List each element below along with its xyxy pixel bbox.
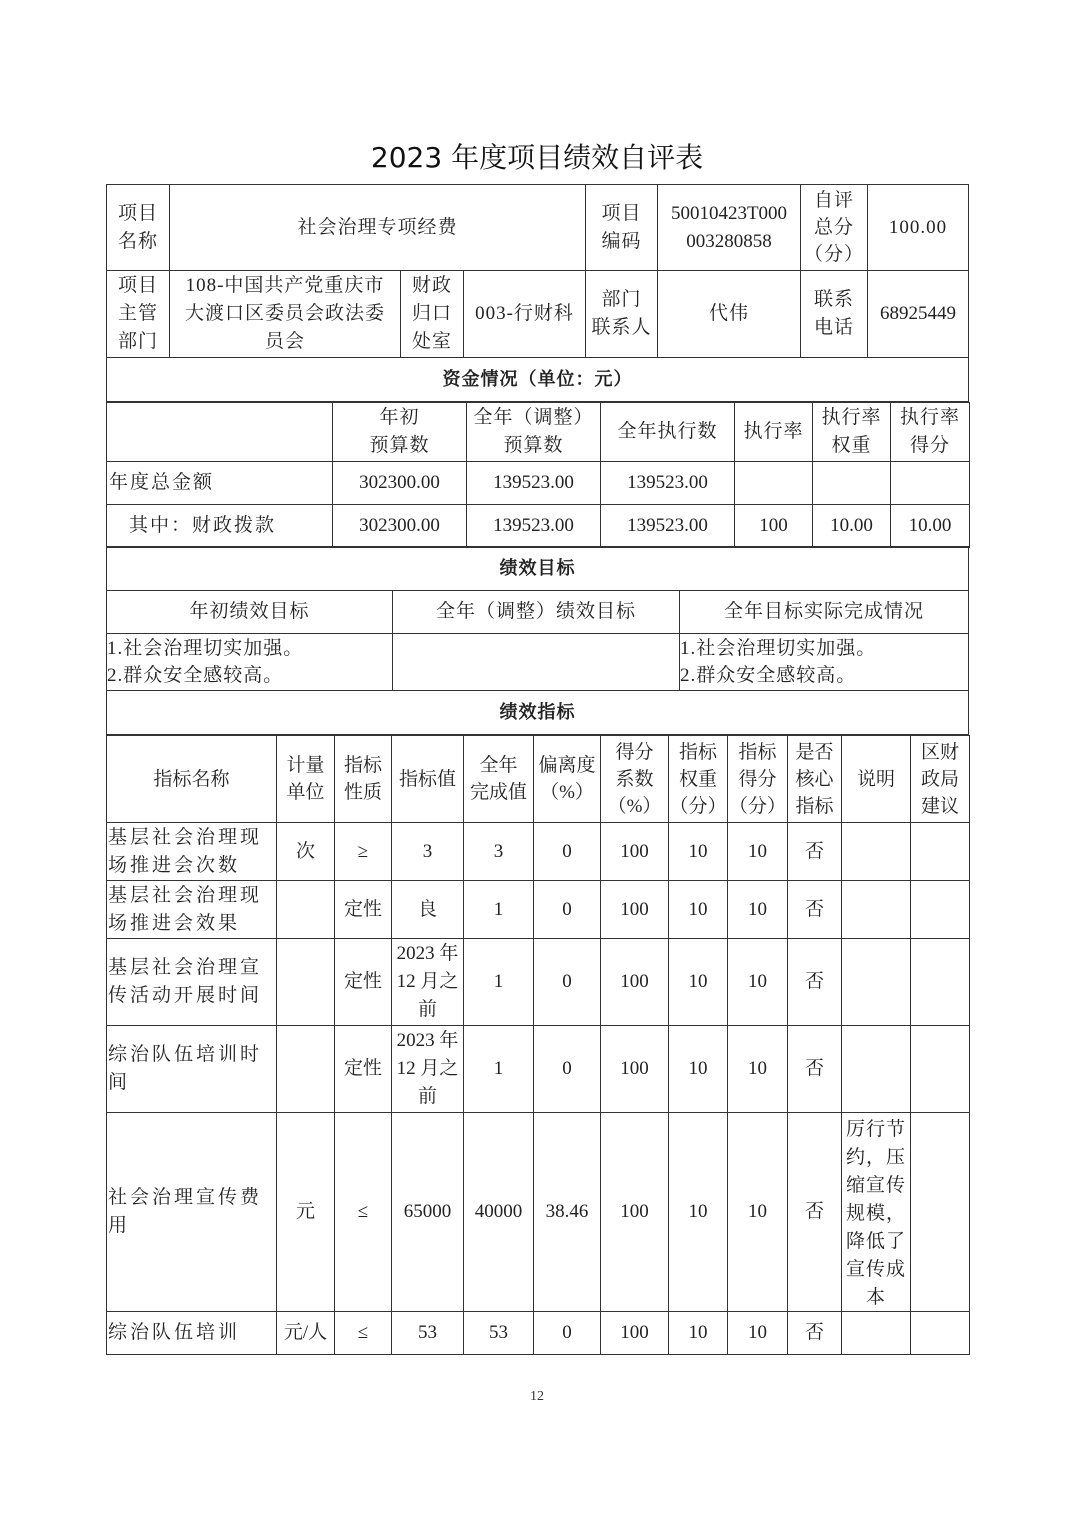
indicator-unit: 元 bbox=[276, 1112, 335, 1312]
indicator-header: 全年 完成值 bbox=[463, 735, 534, 823]
indicator-suggestion bbox=[910, 1025, 970, 1113]
goals-section-title: 绩效目标 bbox=[106, 546, 969, 591]
funding-row-label: 年度总金额 bbox=[106, 461, 333, 505]
indicator-header: 计量 单位 bbox=[276, 735, 335, 823]
indicator-actual: 1 bbox=[463, 880, 534, 939]
indicator-target: 良 bbox=[391, 880, 464, 939]
funding-header: 全年（调整） 预算数 bbox=[466, 402, 601, 462]
indicator-score: 10 bbox=[727, 1025, 788, 1113]
indicator-score: 10 bbox=[727, 880, 788, 939]
indicator-type: ≤ bbox=[334, 1112, 392, 1312]
indicator-type: 定性 bbox=[334, 1025, 392, 1113]
indicator-note bbox=[841, 1311, 911, 1355]
indicator-suggestion bbox=[910, 938, 970, 1026]
indicator-weight: 10 bbox=[668, 1112, 728, 1312]
indicator-actual: 1 bbox=[463, 938, 534, 1026]
indicator-suggestion bbox=[910, 1112, 970, 1312]
indicator-actual: 1 bbox=[463, 1025, 534, 1113]
indicator-note: 厉行节约，压缩宣传规模，降低了宣传成本 bbox=[841, 1112, 911, 1312]
goals-actual: 1.社会治理切实加强。 2.群众安全感较高。 bbox=[679, 633, 969, 691]
indicator-type: 定性 bbox=[334, 880, 392, 939]
indicator-deviation: 0 bbox=[533, 938, 601, 1026]
indicator-weight: 10 bbox=[668, 880, 728, 939]
indicator-weight: 10 bbox=[668, 822, 728, 881]
funding-header bbox=[106, 402, 333, 462]
indicator-name: 基层社会治理现场推进会次数 bbox=[106, 822, 277, 881]
indicator-unit: 元/人 bbox=[276, 1311, 335, 1355]
project-name-label: 项目 名称 bbox=[106, 184, 170, 271]
indicator-core: 否 bbox=[787, 938, 842, 1026]
phone-label: 联系 电话 bbox=[800, 270, 868, 358]
funding-cell: 10.00 bbox=[812, 504, 891, 548]
indicator-header: 是否 核心 指标 bbox=[787, 735, 842, 823]
indicator-deviation: 0 bbox=[533, 822, 601, 881]
project-code: 50010423T000 003280858 bbox=[657, 184, 801, 271]
funding-cell: 100 bbox=[734, 504, 813, 548]
indicator-core: 否 bbox=[787, 1112, 842, 1312]
indicator-name: 基层社会治理宣传活动开展时间 bbox=[106, 938, 277, 1026]
indicator-core: 否 bbox=[787, 880, 842, 939]
phone: 68925449 bbox=[867, 270, 969, 358]
funding-cell: 302300.00 bbox=[332, 461, 467, 505]
indicator-target: 2023 年 12 月之 前 bbox=[391, 1025, 464, 1113]
indicator-unit bbox=[276, 938, 335, 1026]
indicator-target: 2023 年 12 月之 前 bbox=[391, 938, 464, 1026]
funding-cell bbox=[890, 461, 970, 505]
indicator-header: 指标值 bbox=[391, 735, 464, 823]
indicator-deviation: 0 bbox=[533, 1311, 601, 1355]
indicator-name: 综治队伍培训时间 bbox=[106, 1025, 277, 1113]
indicator-weight: 10 bbox=[668, 938, 728, 1026]
indicator-core: 否 bbox=[787, 1025, 842, 1113]
project-name: 社会治理专项经费 bbox=[169, 184, 586, 271]
indicator-note bbox=[841, 938, 911, 1026]
goals-initial: 1.社会治理切实加强。 2.群众安全感较高。 bbox=[106, 633, 393, 691]
funding-cell: 139523.00 bbox=[466, 461, 601, 505]
indicator-actual: 53 bbox=[463, 1311, 534, 1355]
indicator-target: 65000 bbox=[391, 1112, 464, 1312]
indicator-unit: 次 bbox=[276, 822, 335, 881]
dept-label: 项目 主管 部门 bbox=[106, 270, 170, 358]
indicator-actual: 40000 bbox=[463, 1112, 534, 1312]
indicator-header: 偏离度 （%） bbox=[533, 735, 601, 823]
indicator-header: 指标 得分 （分） bbox=[727, 735, 788, 823]
indicator-suggestion bbox=[910, 822, 970, 881]
indicator-type: ≤ bbox=[334, 1311, 392, 1355]
funding-cell bbox=[812, 461, 891, 505]
indicator-unit bbox=[276, 1025, 335, 1113]
funding-header: 执行率 bbox=[734, 402, 813, 462]
indicator-name: 综治队伍培训 bbox=[106, 1311, 277, 1355]
funding-cell: 10.00 bbox=[890, 504, 970, 548]
finance-office-label: 财政 归口 处室 bbox=[400, 270, 464, 358]
indicator-header: 区财 政局 建议 bbox=[910, 735, 970, 823]
self-score: 100.00 bbox=[867, 184, 969, 271]
indicator-type: ≥ bbox=[334, 822, 392, 881]
indicator-header: 说明 bbox=[841, 735, 911, 823]
indicator-core: 否 bbox=[787, 1311, 842, 1355]
funding-header: 执行率 权重 bbox=[812, 402, 891, 462]
project-code-label: 项目 编码 bbox=[585, 184, 658, 271]
indicator-coefficient: 100 bbox=[600, 822, 669, 881]
funding-section-title: 资金情况（单位：元） bbox=[106, 357, 969, 402]
indicator-type: 定性 bbox=[334, 938, 392, 1026]
indicator-header: 指标名称 bbox=[106, 735, 277, 823]
indicator-weight: 10 bbox=[668, 1025, 728, 1113]
indicator-coefficient: 100 bbox=[600, 938, 669, 1026]
indicator-note bbox=[841, 822, 911, 881]
indicator-coefficient: 100 bbox=[600, 880, 669, 939]
indicator-note bbox=[841, 880, 911, 939]
goals-adjusted bbox=[392, 633, 680, 691]
contact-label: 部门 联系人 bbox=[585, 270, 658, 358]
indicators-section-title: 绩效指标 bbox=[106, 690, 969, 735]
indicator-score: 10 bbox=[727, 822, 788, 881]
indicator-header: 得分 系数 （%） bbox=[600, 735, 669, 823]
funding-cell bbox=[734, 461, 813, 505]
funding-header: 年初 预算数 bbox=[332, 402, 467, 462]
funding-cell: 302300.00 bbox=[332, 504, 467, 548]
funding-row-label: 其中：财政拨款 bbox=[106, 504, 333, 548]
funding-header: 全年执行数 bbox=[600, 402, 735, 462]
dept: 108-中国共产党重庆市大渡口区委员会政法委员会 bbox=[169, 270, 401, 358]
goals-header: 年初绩效目标 bbox=[106, 590, 393, 634]
indicator-header: 指标 权重 （分） bbox=[668, 735, 728, 823]
indicator-name: 基层社会治理现场推进会效果 bbox=[106, 880, 277, 939]
funding-cell: 139523.00 bbox=[600, 461, 735, 505]
finance-office: 003-行财科 bbox=[463, 270, 586, 358]
indicator-suggestion bbox=[910, 880, 970, 939]
indicator-coefficient: 100 bbox=[600, 1112, 669, 1312]
indicator-score: 10 bbox=[727, 1311, 788, 1355]
indicator-unit bbox=[276, 880, 335, 939]
indicator-target: 53 bbox=[391, 1311, 464, 1355]
indicator-deviation: 0 bbox=[533, 880, 601, 939]
indicator-core: 否 bbox=[787, 822, 842, 881]
indicator-coefficient: 100 bbox=[600, 1311, 669, 1355]
contact: 代伟 bbox=[657, 270, 801, 358]
funding-header: 执行率 得分 bbox=[890, 402, 970, 462]
indicator-weight: 10 bbox=[668, 1311, 728, 1355]
self-score-label: 自评 总分 （分） bbox=[800, 184, 868, 271]
indicator-suggestion bbox=[910, 1311, 970, 1355]
indicator-coefficient: 100 bbox=[600, 1025, 669, 1113]
goals-header: 全年（调整）绩效目标 bbox=[392, 590, 680, 634]
funding-cell: 139523.00 bbox=[600, 504, 735, 548]
page-number: 12 bbox=[530, 1389, 544, 1404]
indicator-note bbox=[841, 1025, 911, 1113]
indicator-score: 10 bbox=[727, 938, 788, 1026]
funding-cell: 139523.00 bbox=[466, 504, 601, 548]
indicator-deviation: 38.46 bbox=[533, 1112, 601, 1312]
indicator-deviation: 0 bbox=[533, 1025, 601, 1113]
indicator-target: 3 bbox=[391, 822, 464, 881]
indicator-actual: 3 bbox=[463, 822, 534, 881]
indicator-name: 社会治理宣传费用 bbox=[106, 1112, 277, 1312]
page-title: 2023 年度项目绩效自评表 bbox=[370, 141, 704, 174]
indicator-header: 指标 性质 bbox=[334, 735, 392, 823]
goals-header: 全年目标实际完成情况 bbox=[679, 590, 969, 634]
indicator-score: 10 bbox=[727, 1112, 788, 1312]
